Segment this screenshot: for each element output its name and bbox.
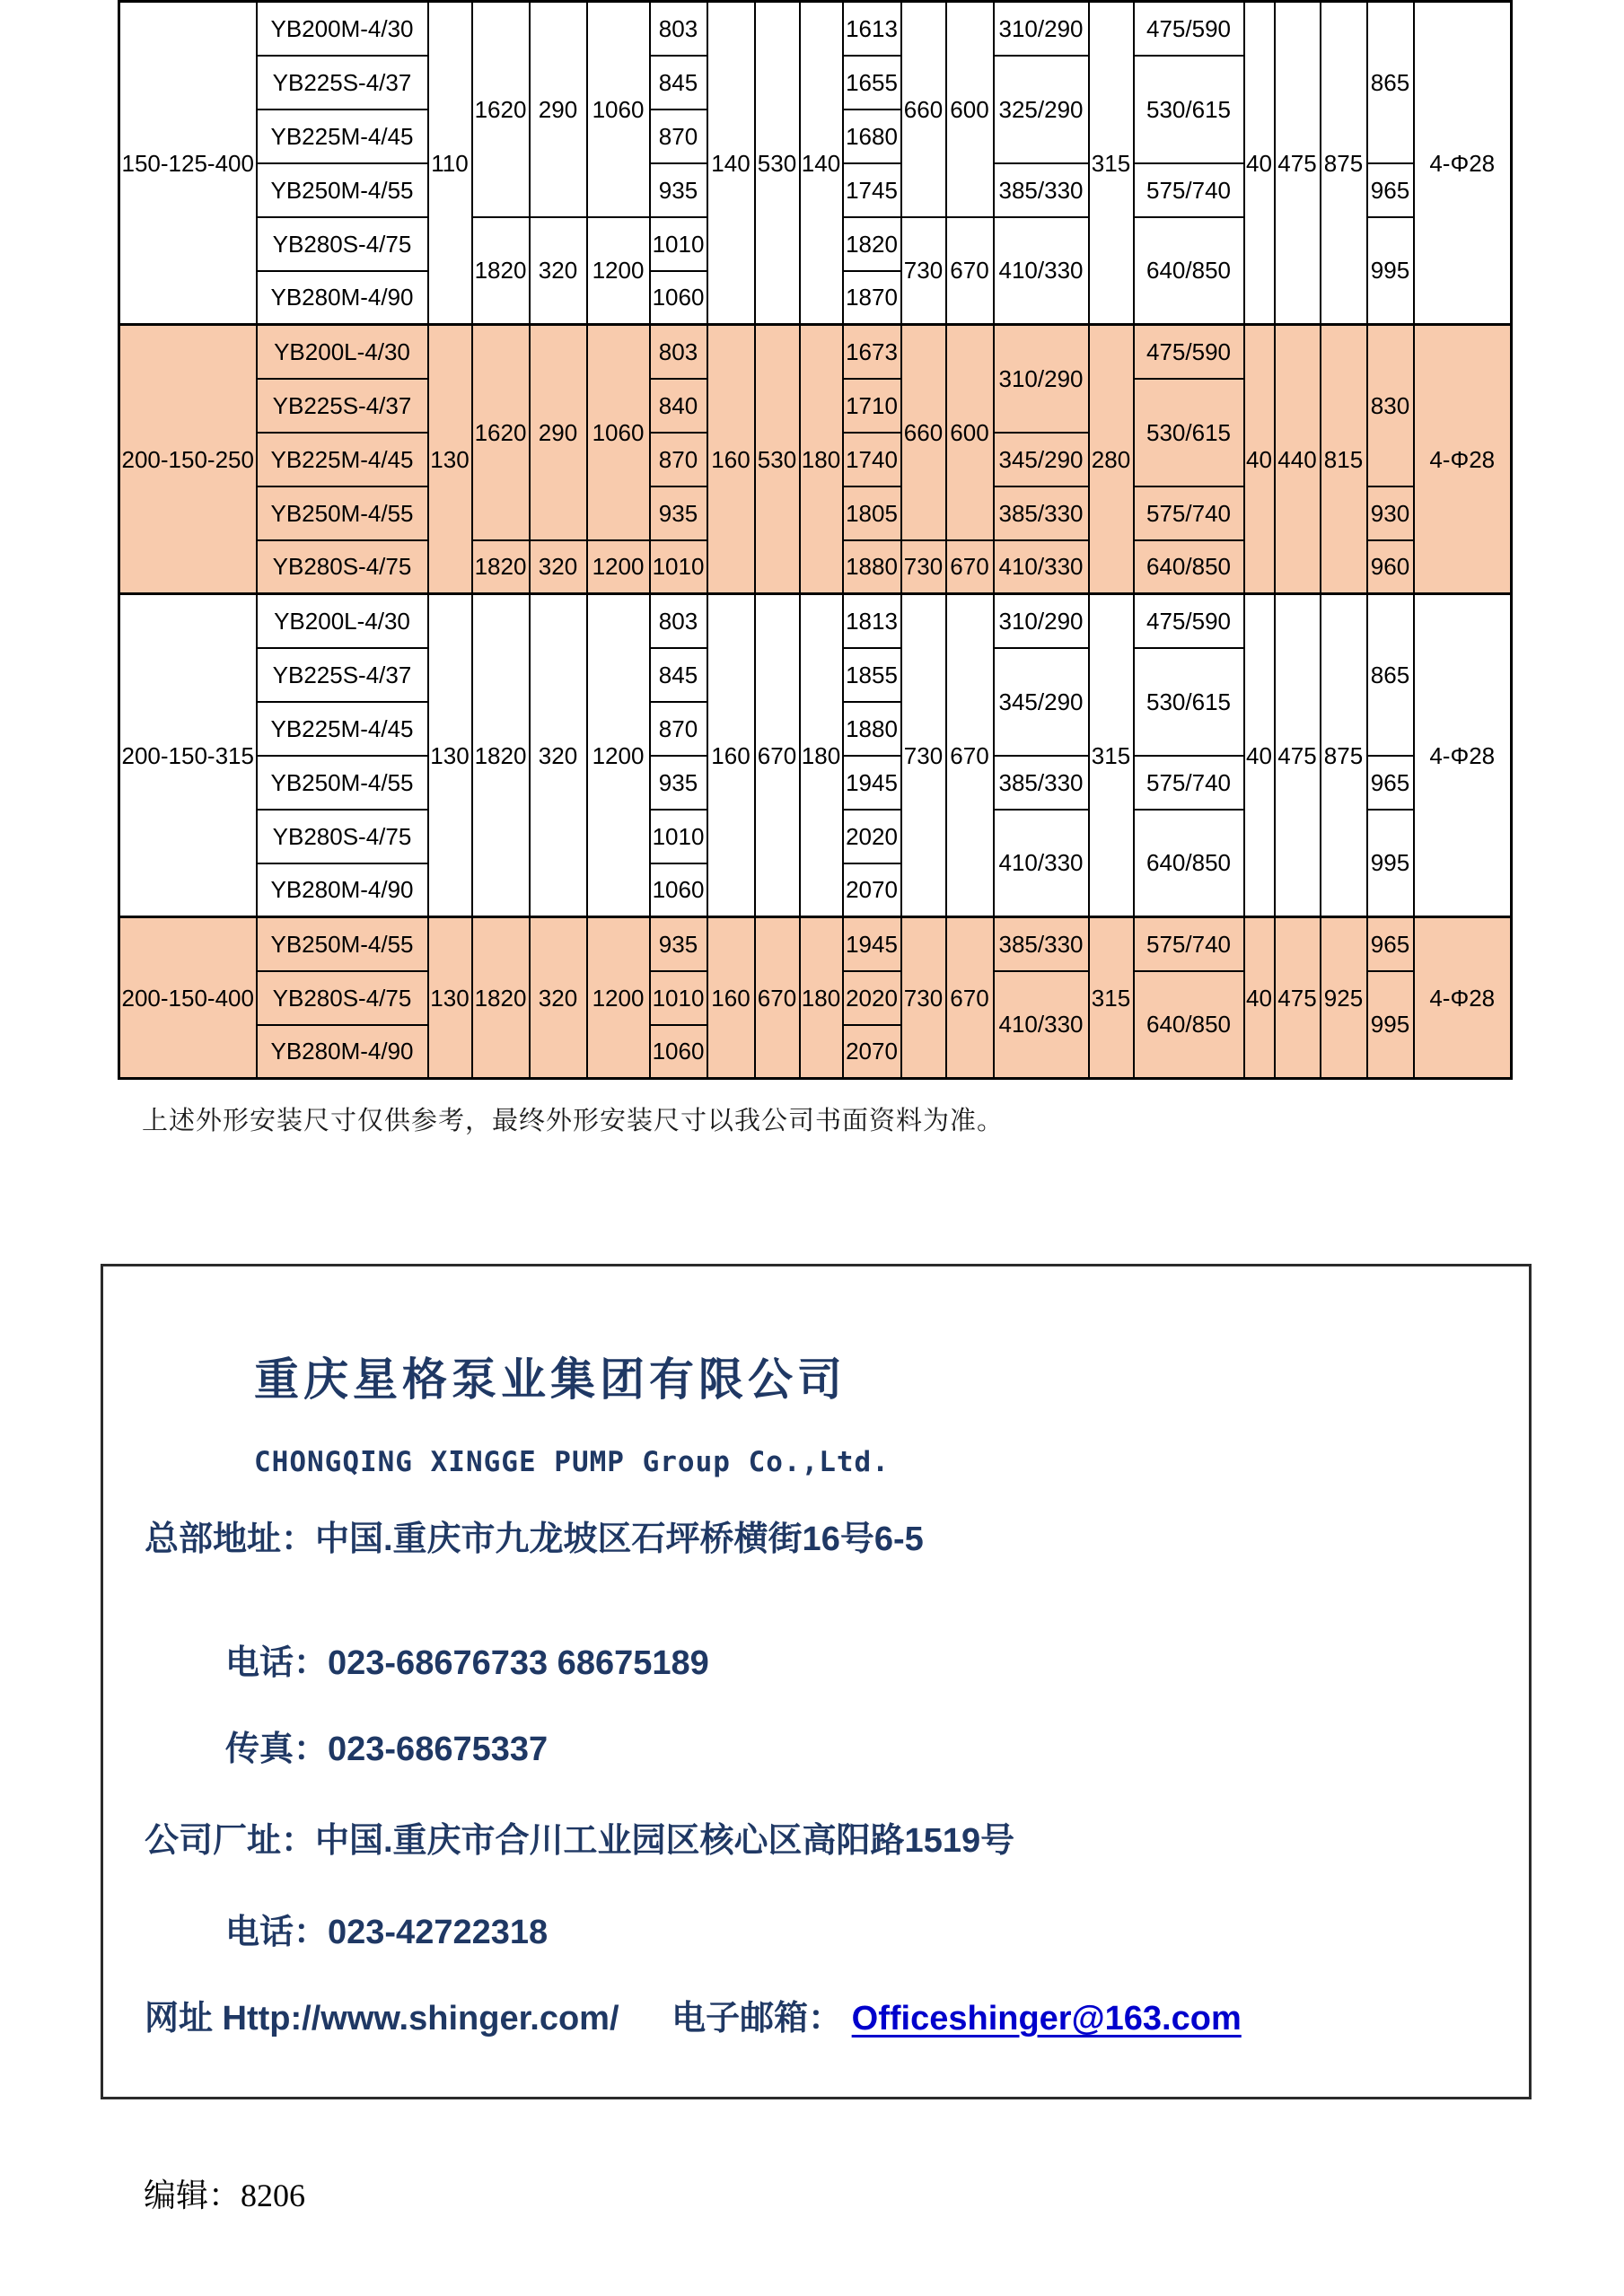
table-cell: 200-150-315 [119,594,257,917]
table-cell: 670 [946,217,994,325]
table-cell: 1820 [843,217,901,271]
table-cell: YB225M-4/45 [257,433,428,486]
company-name-cn: 重庆星格泵业集团有限公司 [254,1354,847,1405]
table-cell: 875 [1321,594,1367,917]
table-cell: 385/330 [994,486,1089,540]
table-cell: 40 [1244,594,1275,917]
table-cell: 995 [1367,971,1414,1079]
table-cell: 1200 [587,540,650,594]
table-cell: YB200L-4/30 [257,325,428,379]
table-cell: 830 [1367,325,1414,486]
table-cell: 730 [901,917,946,1079]
table-cell: 925 [1321,917,1367,1079]
table-cell: 4-Φ28 [1414,2,1512,325]
table-cell: 475 [1275,917,1321,1079]
hq-address-line: 总部地址：中国.重庆市九龙坡区石坪桥横街16号6-5 [145,1520,924,1558]
table-cell: YB280S-4/75 [257,971,428,1025]
table-cell: 1620 [472,2,530,217]
table-cell: 670 [946,540,994,594]
table-cell: 160 [707,917,755,1079]
table-cell: 410/330 [994,971,1089,1079]
table-cell: 320 [530,917,587,1079]
email-link[interactable]: Officeshinger@163.com [851,2000,1242,2037]
table-cell: 310/290 [994,2,1089,56]
table-cell: 1880 [843,702,901,756]
table-cell: 935 [650,486,707,540]
table-cell: 1945 [843,917,901,971]
table-cell: 845 [650,56,707,110]
table-cell: 180 [800,325,843,594]
table-cell: 1200 [587,217,650,325]
table-cell: 140 [707,2,755,325]
table-cell: 960 [1367,540,1414,594]
table-cell: 875 [1321,2,1367,325]
table-cell: 2070 [843,1025,901,1079]
table-cell: 410/330 [994,217,1089,325]
table-cell: YB280M-4/90 [257,863,428,917]
table-cell: YB280M-4/90 [257,271,428,325]
table-cell: 1813 [843,594,901,648]
table-cell: YB225S-4/37 [257,56,428,110]
table-cell: YB200L-4/30 [257,594,428,648]
table-cell: 1820 [472,594,530,917]
table-cell: 1060 [650,863,707,917]
website-url: 网址 Http://www.shinger.com/ [145,2000,619,2037]
table-cell: 1010 [650,540,707,594]
table-cell: YB225M-4/45 [257,110,428,163]
table-cell: 1060 [587,2,650,217]
table-cell: 2070 [843,863,901,917]
table-cell: 1870 [843,271,901,325]
table-cell: 1613 [843,2,901,56]
table-cell: 1010 [650,810,707,863]
table-cell: 935 [650,163,707,217]
table-cell: 315 [1089,917,1134,1079]
table-cell: 730 [901,594,946,917]
table-cell: 320 [530,217,587,325]
table-cell: 310/290 [994,594,1089,648]
table-cell: 280 [1089,325,1134,594]
table-cell: 475 [1275,594,1321,917]
email-label: 电子邮箱： [672,2000,843,2037]
table-cell: 200-150-250 [119,325,257,594]
table-cell: 40 [1244,325,1275,594]
table-cell: 315 [1089,2,1134,325]
table-cell: 1680 [843,110,901,163]
table-cell: 320 [530,594,587,917]
table-cell: 530 [755,325,800,594]
table-cell: YB225S-4/37 [257,648,428,702]
table-cell: 995 [1367,217,1414,325]
table-cell: 575/740 [1134,163,1244,217]
table-cell: 845 [650,648,707,702]
hq-phone-line: 电话：023-68676733 68675189 [225,1644,709,1682]
table-cell: 803 [650,2,707,56]
table-cell: 130 [428,917,472,1079]
table-cell: 475 [1275,2,1321,325]
table-cell: 1655 [843,56,901,110]
table-cell: YB280M-4/90 [257,1025,428,1079]
table-cell: 1820 [472,540,530,594]
table-cell: 870 [650,433,707,486]
table-cell: 640/850 [1134,810,1244,917]
table-cell: 4-Φ28 [1414,917,1512,1079]
table-cell: 1060 [650,1025,707,1079]
company-name-en: CHONGQING XINGGE PUMP Group Co.,Ltd. [254,1446,890,1478]
web-email-line [145,1990,1242,2039]
table-cell: 935 [650,917,707,971]
table-cell: YB250M-4/55 [257,163,428,217]
table-cell: 1060 [587,325,650,540]
table-cell: 4-Φ28 [1414,594,1512,917]
table-cell: 995 [1367,810,1414,917]
table-cell: 670 [946,917,994,1079]
table-cell: 385/330 [994,756,1089,810]
table-cell: 1673 [843,325,901,379]
table-cell: 410/330 [994,810,1089,917]
table-cell: 840 [650,379,707,433]
table-cell: YB200M-4/30 [257,2,428,56]
table-cell: 730 [901,540,946,594]
table-cell: 1820 [472,217,530,325]
table-cell: 180 [800,917,843,1079]
table-cell: 4-Φ28 [1414,325,1512,594]
table-cell: 1010 [650,217,707,271]
table-cell: 475/590 [1134,594,1244,648]
table-cell: 865 [1367,594,1414,756]
pump-dimension-table [118,0,1513,1080]
table-cell: 2020 [843,971,901,1025]
table-cell: 150-125-400 [119,2,257,325]
table-cell: YB280S-4/75 [257,810,428,863]
table-cell: 40 [1244,917,1275,1079]
table-cell: 1620 [472,325,530,540]
table-cell: 600 [946,325,994,540]
table-cell: 290 [530,2,587,217]
table-cell: YB250M-4/55 [257,486,428,540]
table-cell: 935 [650,756,707,810]
table-cell: 1060 [650,271,707,325]
table-cell: 290 [530,325,587,540]
table-cell: 870 [650,110,707,163]
table-cell: 1710 [843,379,901,433]
company-info-box [101,1264,1532,2099]
table-cell: 440 [1275,325,1321,594]
table-cell: 670 [755,594,800,917]
table-cell: 325/290 [994,56,1089,163]
table-cell: 310/290 [994,325,1089,433]
table-cell: 1820 [472,917,530,1079]
table-cell: 600 [946,2,994,217]
table-cell: 1880 [843,540,901,594]
table-cell: 530/615 [1134,379,1244,486]
table-cell: 345/290 [994,433,1089,486]
table-cell: 965 [1367,756,1414,810]
table-cell: 1805 [843,486,901,540]
table-cell: 160 [707,325,755,594]
table-cell: 803 [650,594,707,648]
table-cell: 130 [428,594,472,917]
table-cell: 385/330 [994,163,1089,217]
table-cell: 530/615 [1134,56,1244,163]
table-cell: 410/330 [994,540,1089,594]
table-cell: 1945 [843,756,901,810]
table-cell: 385/330 [994,917,1089,971]
table-cell: 1010 [650,971,707,1025]
table-cell: 180 [800,594,843,917]
table-cell: 640/850 [1134,540,1244,594]
table-cell: 315 [1089,594,1134,917]
table-cell: 575/740 [1134,486,1244,540]
table-cell: 865 [1367,2,1414,163]
table-cell: 640/850 [1134,217,1244,325]
table-cell: 530 [755,2,800,325]
table-cell: 660 [901,2,946,217]
table-cell: 40 [1244,2,1275,325]
factory-address-line: 公司厂址：中国.重庆市合川工业园区核心区高阳路1519号 [145,1822,1015,1860]
table-cell: 815 [1321,325,1367,594]
table-cell: 670 [946,594,994,917]
table-cell: YB280S-4/75 [257,217,428,271]
table-cell: 1745 [843,163,901,217]
table-cell: 160 [707,594,755,917]
table-cell: 965 [1367,917,1414,971]
table-cell: YB280S-4/75 [257,540,428,594]
table-cell: 345/290 [994,648,1089,756]
table-cell: 140 [800,2,843,325]
note-text: 上述外形安装尺寸仅供参考，最终外形安装尺寸以我公司书面资料为准。 [142,1107,1005,1135]
table-cell: 530/615 [1134,648,1244,756]
table-cell: 803 [650,325,707,379]
table-cell: 930 [1367,486,1414,540]
table-cell: 200-150-400 [119,917,257,1079]
table-cell: 320 [530,540,587,594]
table-cell: YB225S-4/37 [257,379,428,433]
table-cell: 575/740 [1134,756,1244,810]
table-cell: 1740 [843,433,901,486]
table-cell: 1855 [843,648,901,702]
table-cell: 2020 [843,810,901,863]
table-cell: 130 [428,325,472,594]
editor-note: 编辑：8206 [144,2178,306,2213]
table-cell: 475/590 [1134,2,1244,56]
table-cell: 660 [901,325,946,540]
table-cell: YB225M-4/45 [257,702,428,756]
table-cell: 965 [1367,163,1414,217]
table-cell: 110 [428,2,472,325]
fax-line: 传真：023-68675337 [225,1731,549,1768]
factory-phone-line: 电话：023-42722318 [225,1914,549,1951]
table-cell: YB250M-4/55 [257,917,428,971]
table-cell: 640/850 [1134,971,1244,1079]
table-cell: 870 [650,702,707,756]
table-cell: 1200 [587,594,650,917]
table-cell: 1200 [587,917,650,1079]
table-cell: 475/590 [1134,325,1244,379]
table-cell: 670 [755,917,800,1079]
table-cell: 575/740 [1134,917,1244,971]
table-cell: 730 [901,217,946,325]
table-cell: YB250M-4/55 [257,756,428,810]
